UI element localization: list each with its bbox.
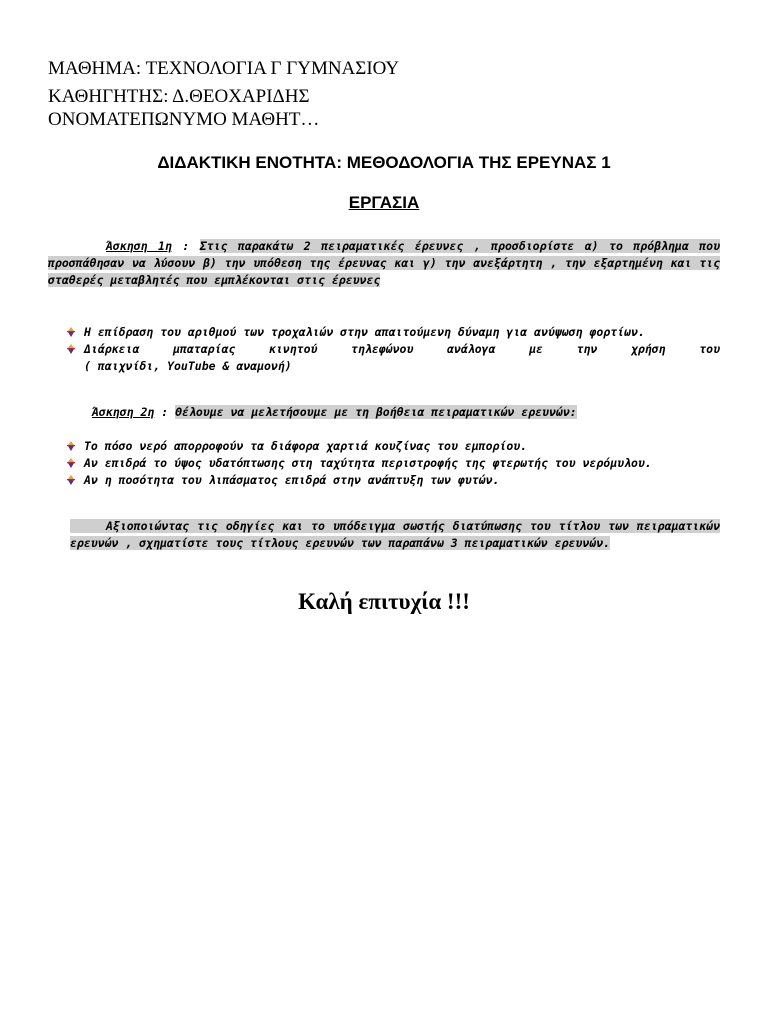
exercise-2-list	[62, 438, 720, 489]
diamond-arrow-bullet-icon	[66, 441, 76, 451]
exercise-1-paragraph	[48, 238, 720, 289]
subject-line: ΜΑΘΗΜΑ: ΤΕΧΝΟΛΟΓΙΑ Γ ΓΥΜΝΑΣΙΟΥ	[48, 58, 400, 79]
instruction-text: Αξιοποιώντας τις οδηγίες και το υπόδειγμα σωστής διατύπωσης του τίτλου των πειραματικών ερευνών , σχηματίστε τους τίτλους ερευνών των παραπάνω 3 πειραματικών ερευνών.	[70, 519, 720, 550]
list-item	[62, 341, 720, 358]
exercise-2-heading	[92, 404, 577, 421]
instruction-paragraph	[70, 518, 720, 552]
exercise-1-label: Άσκηση 1η	[106, 239, 172, 253]
list-item-continuation	[62, 358, 720, 375]
student-name-line: ΟΝΟΜΑΤΕΠΩΝΥΜΟ ΜΑΘΗΤ…	[48, 109, 320, 130]
diamond-arrow-bullet-icon	[66, 475, 76, 485]
list-item	[62, 324, 720, 341]
exercise-1-item-1: Η επίδραση του αριθμού των τροχαλιών στην απαιτούμενη δύναμη για ανύψωση φορτίων.	[84, 325, 645, 339]
exercise-2-item-3: Αν η ποσότητα του λιπάσματος επιδρά στην ανάπτυξη των φυτών.	[84, 473, 500, 487]
assignment-title-wrap	[0, 193, 768, 213]
exercise-2-text: Θέλουμε να μελετήσουμε με τη βοήθεια πειραματικών ερευνών:	[175, 405, 577, 419]
list-item	[62, 455, 720, 472]
exercise-2-label: Άσκηση 2η	[92, 405, 155, 419]
list-item	[62, 438, 720, 455]
exercise-1-item-2: Διάρκεια μπαταρίας κινητού τηλεφώνου ανάλογα με την χρήση του	[84, 342, 720, 356]
exercise-1-separator: :	[171, 239, 200, 253]
diamond-arrow-bullet-icon	[66, 344, 76, 354]
exercise-1-item-2-continuation: ( παιχνίδι, YouTube & αναμονή)	[84, 359, 292, 373]
exercise-2-item-2: Αν επιδρά το ύψος υδατόπτωσης στη ταχύτητα περιστροφής της φτερωτής του νερόμυλου.	[84, 456, 652, 470]
instruction-text-wrap	[70, 519, 720, 550]
teacher-line: ΚΑΘΗΓΗΤΗΣ: Δ.ΘΕΟΧΑΡΙΔΗΣ	[48, 86, 310, 107]
diamond-arrow-bullet-icon	[66, 327, 76, 337]
exercise-1-text: Στις παρακάτω 2 πειραματικές έρευνες , προσδιορίστε α) το πρόβλημα που προσπάθησαν να λύσουν β) την υπόθεση της έρευνας και γ) την ανεξάρτητη , την εξαρτημένη και τις σταθερές μεταβλητές που εμπλέκονται στις έρευνες	[48, 239, 720, 287]
closing-wish: Καλή επιτυχία !!!	[298, 589, 470, 614]
unit-title: ΔΙΔΑΚΤΙΚΗ ΕΝΟΤΗΤΑ: ΜΕΘΟΔΟΛΟΓΙΑ ΤΗΣ ΕΡΕΥΝΑΣ 1	[157, 153, 611, 172]
exercise-2-item-1: Το πόσο νερό απορροφούν τα διάφορα χαρτιά κουζίνας του εμπορίου.	[84, 439, 528, 453]
list-item	[62, 472, 720, 489]
diamond-arrow-bullet-icon	[66, 458, 76, 468]
exercise-2-separator: :	[154, 405, 176, 419]
exercise-1-list	[62, 324, 720, 375]
assignment-title: ΕΡΓΑΣΙΑ	[348, 193, 420, 212]
